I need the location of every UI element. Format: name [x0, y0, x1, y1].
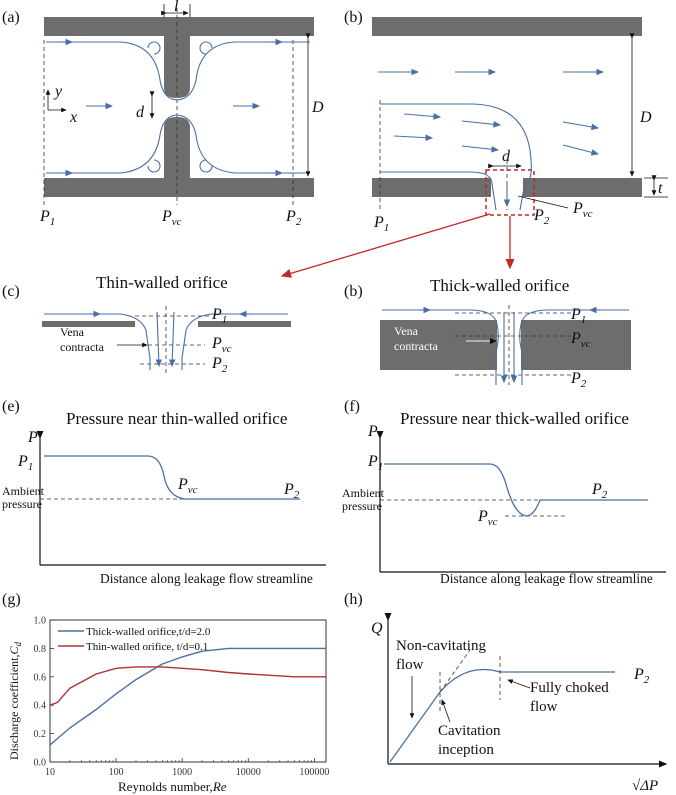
legend-thin: Thin-walled orifice, t/d=0.1 — [86, 641, 209, 653]
h-choked: Fully choked — [530, 680, 609, 696]
thick-pressure-curve — [384, 464, 648, 516]
y-tick-label: 0.8 — [33, 643, 46, 655]
panel-b — [282, 9, 668, 276]
dim-l: l — [174, 0, 179, 15]
pvc-label-b: $P_{vc}$ — [573, 200, 593, 220]
p1-label-c: $P_1$ — [212, 306, 228, 326]
f-p2: $P_2$ — [592, 481, 608, 501]
svg-text:contracta: contracta — [60, 340, 104, 354]
panel-g-label: (g) — [2, 591, 21, 608]
svg-text:inception: inception — [438, 742, 494, 758]
h-xlabel: √ΔP — [632, 778, 659, 794]
series-line-1 — [50, 667, 326, 705]
legend-thick: Thick-walled orifice,t/d=2.0 — [86, 626, 211, 638]
panel-g — [2, 591, 329, 794]
panel-b2-label: (b) — [344, 283, 363, 300]
x-tick-label: 100 — [108, 767, 124, 778]
h-ylabel: Q — [371, 620, 383, 637]
panel-h-label: (h) — [344, 591, 363, 608]
pvc-label-b2: $P_{vc}$ — [571, 330, 591, 350]
h-p2: $P_2$ — [634, 666, 650, 686]
p2-label-a: $P_2$ — [286, 208, 302, 228]
h-inception: Cavitation — [438, 723, 501, 739]
p2-label-c: $P_2$ — [212, 355, 228, 375]
top-wall — [44, 17, 314, 36]
vortex — [200, 160, 212, 172]
svg-text:pressure: pressure — [2, 497, 42, 511]
g-xlabel: Reynolds number,Re — [118, 779, 227, 794]
panel-a — [2, 0, 324, 228]
thin-pressure-curve — [44, 456, 300, 499]
x-tick-label: 1000 — [172, 767, 193, 778]
x-tick-label: 100000 — [299, 767, 330, 778]
e-pvc: $P_{vc}$ — [178, 476, 198, 496]
p1-label-b: $P_1$ — [374, 214, 390, 234]
panel-f — [342, 398, 666, 586]
dim-D-b: D — [640, 109, 652, 126]
panel-c — [2, 273, 291, 376]
y-tick-label: 0.4 — [33, 700, 46, 712]
pvc-label-c: $P_{vc}$ — [212, 335, 232, 355]
f-xlabel: Distance along leakage flow streamline — [440, 571, 653, 586]
x-tick-label: 10000 — [235, 767, 261, 778]
panel-f-title: Pressure near thick-walled orifice — [400, 409, 629, 428]
p1-label-a: $P_1$ — [40, 208, 56, 228]
panel-h — [344, 591, 666, 794]
panel-e-label: (e) — [2, 398, 20, 415]
dim-d-b: d — [502, 148, 510, 165]
panel-c-label: (c) — [2, 283, 20, 300]
vortex — [200, 42, 212, 54]
thick-wall-right — [523, 178, 642, 197]
h-noncav: Non-cavitating — [396, 638, 486, 654]
e-p2: $P_2$ — [284, 481, 300, 501]
vortex — [148, 42, 160, 54]
g-ylabel: Discharge $coefficient,C_d$ — [7, 641, 23, 760]
x-tick-label: 10 — [45, 767, 55, 778]
y-tick-label: 0.0 — [33, 757, 46, 769]
p1-label-b2: $P_1$ — [571, 306, 587, 326]
f-ylabel: P — [368, 423, 378, 440]
lower-plate — [164, 117, 190, 178]
f-ambient: Ambient — [342, 486, 384, 500]
p2-label-b2: $P_2$ — [571, 370, 587, 390]
y-tick-label: 1.0 — [33, 615, 46, 627]
e-ambient: Ambient — [2, 484, 44, 498]
vortex — [148, 160, 160, 172]
f-pvc: $P_{vc}$ — [478, 508, 498, 528]
e-xlabel: Distance along leakage flow streamline — [100, 571, 313, 586]
e-p1: $P_1$ — [18, 453, 34, 473]
p2-label-b: $P_2$ — [534, 207, 550, 227]
panel-f-label: (f) — [344, 398, 360, 415]
dim-D: D — [312, 99, 324, 116]
vena-label-c: Vena — [60, 325, 84, 339]
bottom-wall — [44, 178, 314, 197]
dim-d: d — [136, 104, 144, 121]
y-tick-label: 0.2 — [33, 729, 46, 741]
axis-y: y — [55, 83, 63, 100]
vena-label-b2: Vena — [394, 324, 418, 338]
svg-text:flow: flow — [396, 657, 424, 673]
y-tick-label: 0.6 — [33, 672, 46, 684]
svg-text:flow: flow — [530, 699, 558, 715]
panel-b-label: (b) — [344, 9, 363, 26]
panel-b2 — [344, 276, 631, 390]
f-p1: $P_1$ — [368, 453, 384, 473]
panel-a-label: (a) — [2, 9, 20, 26]
panel-c-title: Thin-walled orifice — [96, 273, 228, 292]
e-ylabel: P — [28, 429, 38, 446]
svg-text:pressure: pressure — [342, 499, 382, 513]
panel-e-title: Pressure near thin-walled orifice — [66, 409, 288, 428]
axis-x: x — [70, 109, 78, 126]
dim-t: t — [658, 180, 663, 197]
svg-text:contracta: contracta — [394, 339, 438, 353]
series-line-0 — [50, 648, 326, 745]
panel-b2-title: Thick-walled orifice — [430, 276, 570, 295]
panel-e — [2, 398, 326, 586]
thick-wall-left — [372, 178, 491, 197]
pvc-label-a: $P_{vc}$ — [162, 208, 182, 228]
